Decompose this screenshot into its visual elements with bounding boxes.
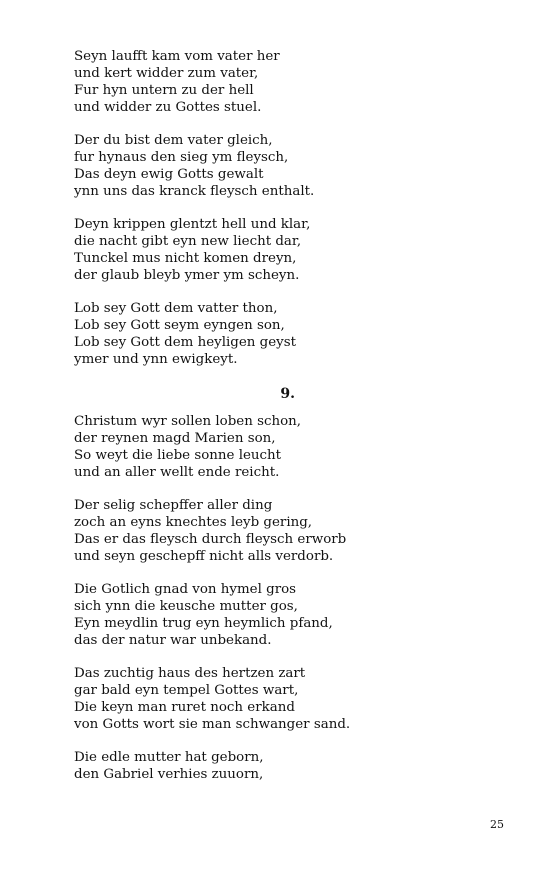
verse-line: und seyn geschepff nicht alls verdorb. — [74, 549, 334, 564]
verse-line: der reynen magd Marien son, — [74, 431, 276, 446]
verse-line: Deyn krippen glentzt hell und klar, — [74, 217, 311, 232]
verse-line: von Gotts wort sie man schwanger sand. — [74, 717, 351, 732]
verse-line: Die keyn man ruret noch erkand — [74, 700, 295, 715]
verse-line: Lob sey Gott dem heyligen geyst — [74, 335, 296, 350]
verse-line: Der selig schepffer aller ding — [74, 498, 273, 513]
verse-line: Das zuchtig haus des hertzen zart — [74, 666, 306, 681]
verse-line: Lob sey Gott seym eyngen son, — [74, 318, 285, 333]
verse-line: und kert widder zum vater, — [74, 66, 259, 81]
verse-line: das der natur war unbekand. — [74, 633, 272, 648]
stanza — [74, 749, 494, 783]
verse-line: Christum wyr sollen loben schon, — [74, 414, 302, 429]
verse-line: So weyt die liebe sonne leucht — [74, 448, 282, 463]
stanza — [74, 300, 494, 368]
verse-line: Fur hyn untern zu der hell — [74, 83, 254, 98]
verse-line: Eyn meydlin trug eyn heymlich pfand, — [74, 616, 333, 631]
stanza — [74, 497, 494, 565]
text-column — [74, 48, 494, 799]
stanza — [74, 581, 494, 649]
verse-line: zoch an eyns knechtes leyb gering, — [74, 515, 313, 530]
verse-line: Die edle mutter hat geborn, — [74, 750, 264, 765]
stanza — [74, 413, 494, 481]
verse-line: Seyn laufft kam vom vater her — [74, 49, 280, 64]
verse-line: Der du bist dem vater gleich, — [74, 133, 273, 148]
stanza — [74, 216, 494, 284]
verse-line: Tunckel mus nicht komen dreyn, — [74, 251, 297, 266]
verse-line: Das deyn ewig Gotts gewalt — [74, 167, 264, 182]
verse-line: ymer und ynn ewigkeyt. — [74, 352, 238, 367]
page-number: 25 — [490, 818, 504, 831]
verse-line: Lob sey Gott dem vatter thon, — [74, 301, 278, 316]
verse-line: und widder zu Gottes stuel. — [74, 100, 262, 115]
stanza — [74, 48, 494, 116]
verse-line: Das er das fleysch durch fleysch erworb — [74, 532, 347, 547]
verse-line: fur hynaus den sieg ym fleysch, — [74, 150, 289, 165]
verse-line: Die Gotlich gnad von hymel gros — [74, 582, 297, 597]
verse-line: und an aller wellt ende reicht. — [74, 465, 280, 480]
verse-line: den Gabriel verhies zuuorn, — [74, 767, 264, 782]
stanza — [74, 132, 494, 200]
verse-line: ynn uns das kranck fleysch enthalt. — [74, 184, 315, 199]
verse-line: die nacht gibt eyn new liecht dar, — [74, 234, 302, 249]
stanza — [74, 665, 494, 733]
verse-line: der glaub bleyb ymer ym scheyn. — [74, 268, 300, 283]
verse-line: gar bald eyn tempel Gottes wart, — [74, 683, 299, 698]
verse-line: sich ynn die keusche mutter gos, — [74, 599, 298, 614]
hymn-number: 9. — [280, 386, 295, 402]
